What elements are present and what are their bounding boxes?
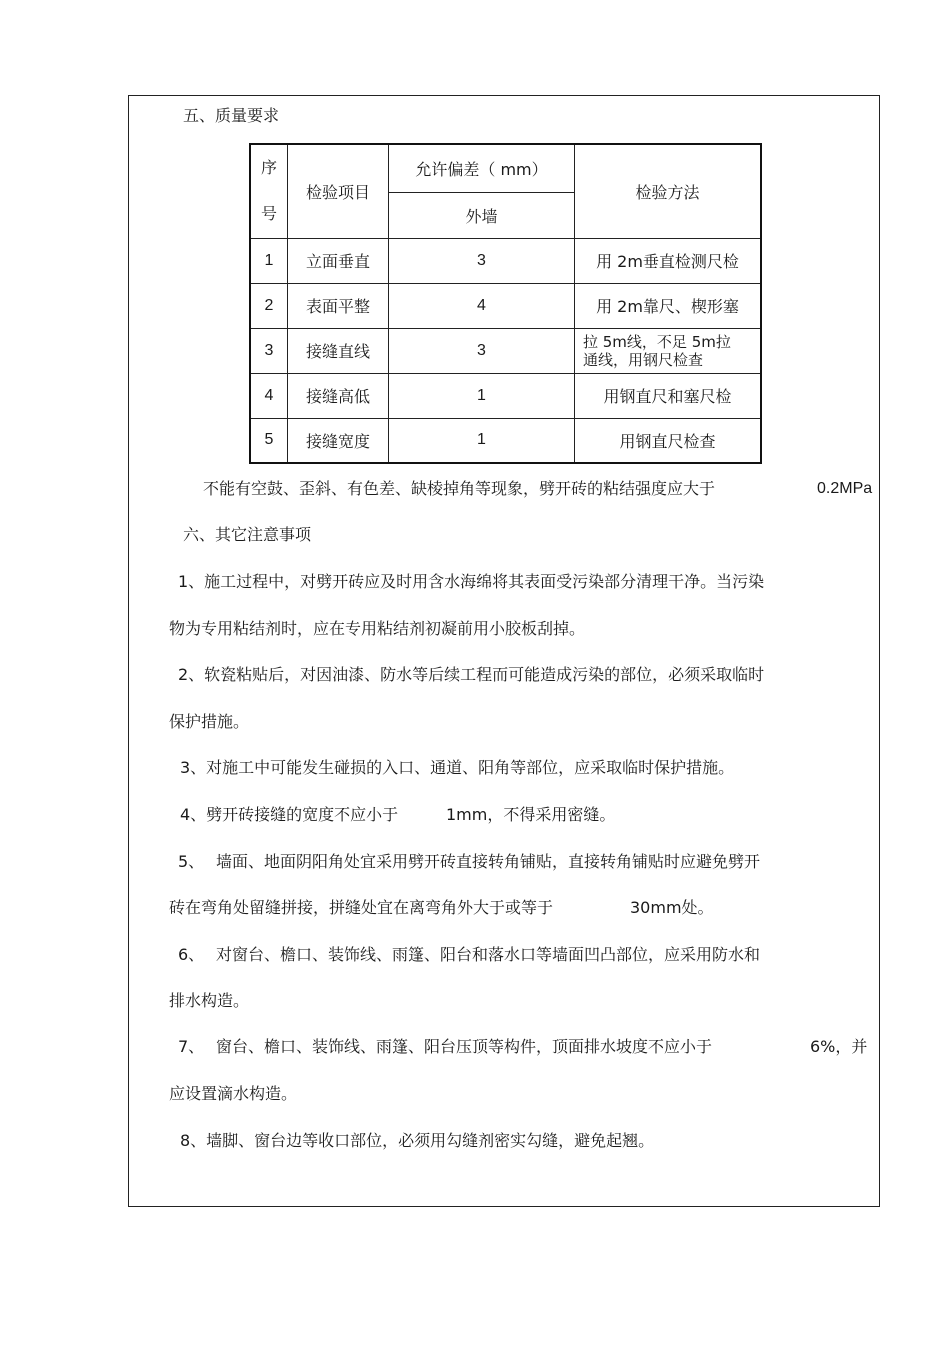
row-method: 用 2m垂直检测尺检 <box>575 238 762 283</box>
row-method: 用钢直尺检查 <box>575 418 762 463</box>
row-value: 1 <box>389 418 575 463</box>
table-row <box>250 373 761 418</box>
item-7-number: 7、 <box>178 1037 205 1056</box>
row-no: 1 <box>250 238 288 283</box>
row-value: 1 <box>389 373 575 418</box>
row-no: 5 <box>250 418 288 463</box>
row-value: 3 <box>389 238 575 283</box>
header-method: 检验方法 <box>575 144 762 238</box>
item-1-line-1: 1、施工过程中，对劈开砖应及时用含水海绵将其表面受污染部分清理干净。当污染 <box>178 572 765 591</box>
header-tolerance: 允许偏差（ mm） <box>389 144 575 192</box>
row-value: 3 <box>389 328 575 373</box>
item-4-text: 4、劈开砖接缝的宽度不应小于 <box>180 805 399 824</box>
row-item: 接缝高低 <box>288 373 389 418</box>
item-6-line-1: 对窗台、檐口、装饰线、雨篷、阳台和落水口等墙面凹凸部位，应采用防水和 <box>216 945 761 964</box>
item-7-line-1: 窗台、檐口、装饰线、雨篷、阳台压顶等构件，顶面排水坡度不应小于 <box>216 1037 713 1056</box>
table-row <box>250 418 761 463</box>
item-7-line-2: 应设置滴水构造。 <box>169 1084 298 1103</box>
table-row <box>250 238 761 283</box>
row-item: 接缝宽度 <box>288 418 389 463</box>
quality-note: 不能有空鼓、歪斜、有色差、缺棱掉角等现象，劈开砖的粘结强度应大于 <box>203 479 716 498</box>
row-method-line1: 拉 5m线，不足 5m拉 <box>583 332 731 351</box>
item-4-value: 1mm，不得采用密缝。 <box>446 805 616 824</box>
row-value: 4 <box>389 283 575 328</box>
header-tolerance-exterior: 外墙 <box>389 192 575 238</box>
item-6-line-2: 排水构造。 <box>169 991 250 1010</box>
item-5-line-2: 砖在弯角处留缝拼接，拼缝处宜在离弯角外大于或等于 <box>169 898 554 917</box>
row-no: 3 <box>250 328 288 373</box>
item-5-number: 5、 <box>178 852 205 871</box>
item-7-value: 6%，并 <box>810 1037 868 1056</box>
item-1-line-2: 物为专用粘结剂时，应在专用粘结剂初凝前用小胶板刮掉。 <box>169 619 586 638</box>
row-item: 表面平整 <box>288 283 389 328</box>
row-item: 接缝直线 <box>288 328 389 373</box>
item-5-value: 30mm处。 <box>630 898 714 917</box>
bond-strength-value: 0.2MPa <box>817 480 873 497</box>
item-2-line-2: 保护措施。 <box>169 712 250 731</box>
item-8: 8、墙脚、窗台边等收口部位，必须用勾缝剂密实勾缝，避免起翘。 <box>180 1131 655 1150</box>
row-method: 用 2m靠尺、楔形塞 <box>575 283 762 328</box>
row-method <box>575 328 762 373</box>
section-6-title: 六、其它注意事项 <box>183 525 312 544</box>
quality-table <box>249 143 762 464</box>
section-5-title: 五、质量要求 <box>183 106 280 125</box>
row-no: 2 <box>250 283 288 328</box>
row-method: 用钢直尺和塞尺检 <box>575 373 762 418</box>
item-3: 3、对施工中可能发生碰损的入口、通道、阳角等部位，应采取临时保护措施。 <box>180 758 735 777</box>
table-row <box>250 328 761 373</box>
row-method-line2: 通线，用钢尺检查 <box>583 350 704 369</box>
row-item: 立面垂直 <box>288 238 389 283</box>
header-seq <box>250 144 288 238</box>
header-item: 检验项目 <box>288 144 389 238</box>
row-no: 4 <box>250 373 288 418</box>
item-2-line-1: 2、软瓷粘贴后，对因油漆、防水等后续工程而可能造成污染的部位，必须采取临时 <box>178 665 765 684</box>
header-seq-bottom: 号 <box>260 204 277 224</box>
item-5-line-1: 墙面、地面阴阳角处宜采用劈开砖直接转角铺贴，直接转角铺贴时应避免劈开 <box>216 852 761 871</box>
table-row <box>250 283 761 328</box>
item-6-number: 6、 <box>178 945 205 964</box>
header-seq-top: 序 <box>260 158 277 178</box>
